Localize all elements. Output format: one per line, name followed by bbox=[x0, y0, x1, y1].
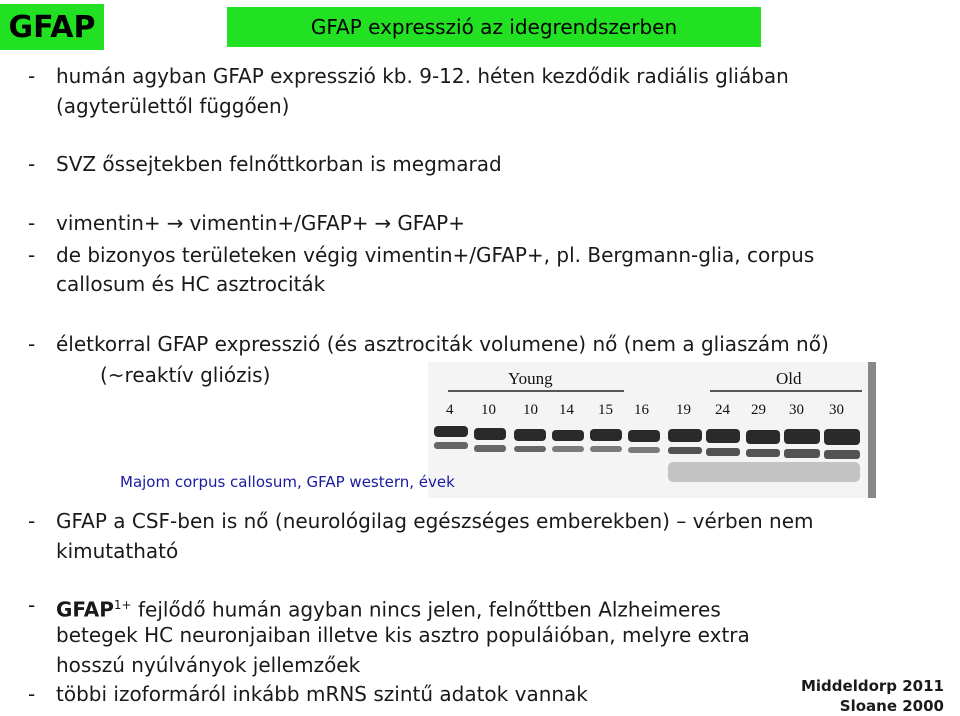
figure-caption: Majom corpus callosum, GFAP western, évek bbox=[120, 473, 455, 491]
bullet-dash: - bbox=[28, 64, 36, 88]
lane-label: 19 bbox=[676, 402, 691, 418]
bullet-text bbox=[56, 210, 465, 236]
lane-label: 16 bbox=[634, 402, 649, 418]
group-old-label: Old bbox=[776, 369, 802, 388]
right-arrow-icon: → bbox=[166, 211, 184, 235]
lane-label: 10 bbox=[481, 402, 496, 418]
slide-title: GFAP expresszió az idegrendszerben bbox=[227, 7, 761, 47]
bullet-text bbox=[56, 592, 721, 623]
gfap-stage: GFAP+ bbox=[397, 211, 465, 235]
bullet-text: SVZ őssejtekben felnőttkorban is megmarad bbox=[56, 152, 502, 176]
lane-label: 30 bbox=[789, 402, 804, 418]
lane-label: 14 bbox=[559, 402, 574, 418]
bullet-text: callosum és HC asztrociták bbox=[56, 272, 326, 296]
bullet-dash: - bbox=[28, 152, 36, 176]
bullet-text: kimutatható bbox=[56, 539, 179, 563]
bullet-dash: - bbox=[28, 682, 36, 706]
bullet-text: hosszú nyúlványok jellemzőek bbox=[56, 653, 361, 677]
lane-label: 4 bbox=[446, 402, 454, 418]
bullet-text: humán agyban GFAP expresszió kb. 9-12. héten kezdődik radiális gliában bbox=[56, 64, 789, 88]
bullet-text: de bizonyos területeken végig vimentin+/GFAP+, pl. Bergmann-glia, corpus bbox=[56, 243, 815, 267]
lane-label: 15 bbox=[598, 402, 613, 418]
lane-label: 10 bbox=[523, 402, 538, 418]
bullet-dash: - bbox=[28, 593, 36, 617]
bullet-dash: - bbox=[28, 211, 36, 235]
bullet-text: (~reaktív gliózis) bbox=[100, 363, 271, 387]
bullet-dash: - bbox=[28, 243, 36, 267]
bullet-text: betegek HC neuronjaiban illetve kis asztro populáióban, melyre extra bbox=[56, 623, 750, 647]
bullet-text-rest: fejlődő humán agyban nincs jelen, felnőttben Alzheimeres bbox=[137, 597, 721, 622]
western-blot-image bbox=[428, 362, 876, 498]
vimentin-gfap-stage: vimentin+/GFAP+ bbox=[189, 211, 369, 235]
gfap-isoform-label: GFAP bbox=[56, 597, 114, 622]
group-young-label: Young bbox=[508, 369, 553, 388]
bullet-text: GFAP a CSF-ben is nő (neurológilag egészséges emberekben) – vérben nem bbox=[56, 509, 814, 533]
lane-label: 24 bbox=[715, 402, 730, 418]
vimentin-stage: vimentin+ bbox=[56, 211, 161, 235]
bullet-dash: - bbox=[28, 332, 36, 356]
lane-label: 29 bbox=[751, 402, 766, 418]
citation-sloane: Sloane 2000 bbox=[839, 697, 944, 715]
slide-tag: GFAP bbox=[0, 4, 104, 50]
bullet-dash: - bbox=[28, 509, 36, 533]
bullet-text: többi izoformáról inkább mRNS szintű adatok vannak bbox=[56, 682, 588, 706]
isoform-superscript: 1+ bbox=[113, 598, 132, 612]
bullet-text: életkorral GFAP expresszió (és asztrociták volumene) nő (nem a gliaszám nő) bbox=[56, 332, 829, 356]
citation-middeldorp: Middeldorp 2011 bbox=[800, 677, 944, 695]
right-arrow-icon: → bbox=[374, 211, 392, 235]
lane-label: 30 bbox=[829, 402, 844, 418]
bullet-text: (agyterülettől függően) bbox=[56, 94, 290, 118]
